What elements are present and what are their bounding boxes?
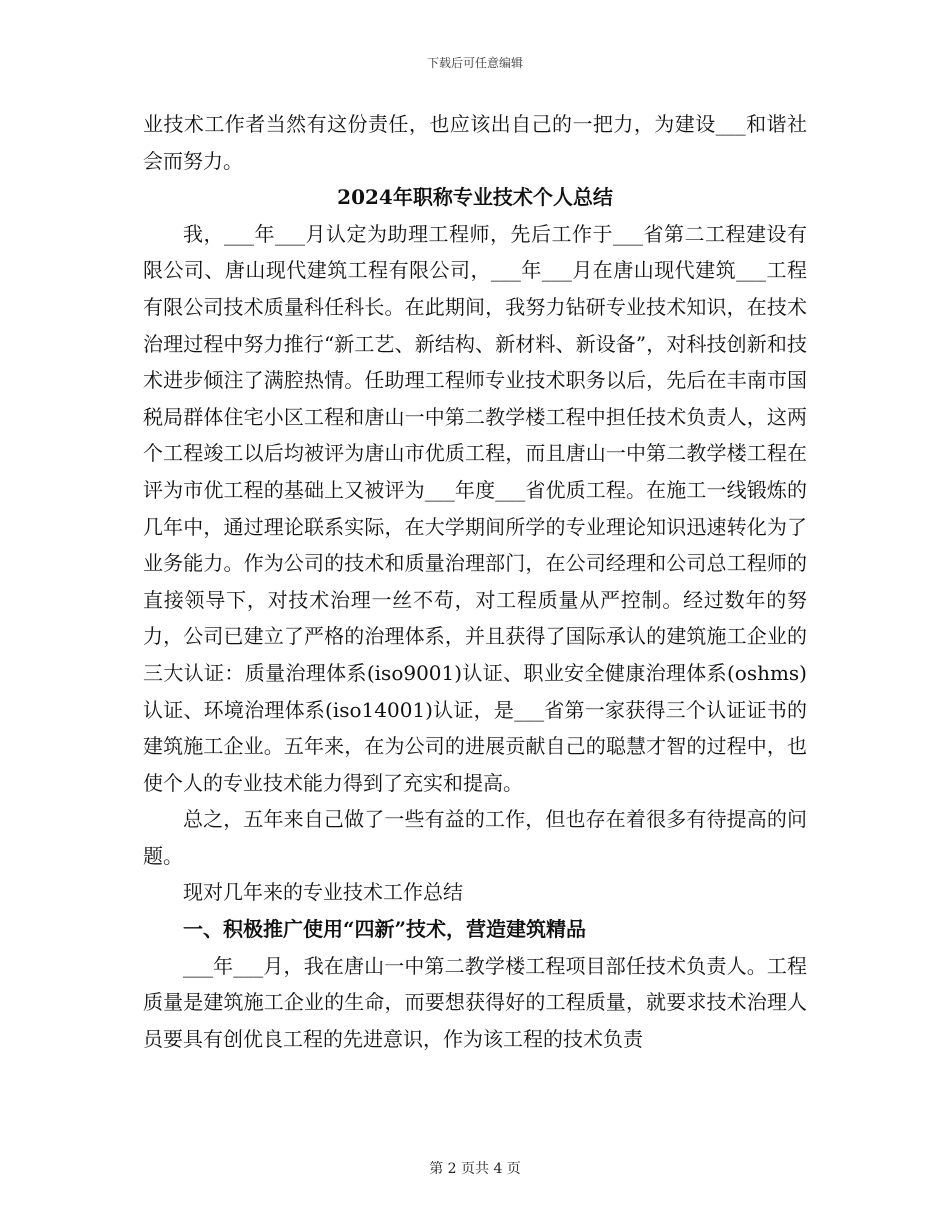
section-heading-1: 一、积极推广使用“四新”技术，营造建筑精品 xyxy=(183,917,587,942)
page-footer: 第 2 页共 4 页 xyxy=(429,1161,521,1177)
document-title: 2024年职称专业技术个人总结 xyxy=(337,185,613,210)
continuation-paragraph: 业技术工作者当然有这份责任，也应该出自己的一把力，为建设___和谐社会而努力。 xyxy=(143,112,807,173)
page-header: 下载后可任意编辑 xyxy=(426,56,523,70)
document-body xyxy=(143,106,807,1057)
paragraph-2: 总之，五年来自己做了一些有益的工作，但也存在着很多有待提高的问题。 xyxy=(143,807,807,868)
paragraph-3: 现对几年来的专业技术工作总结 xyxy=(183,880,463,905)
paragraph-1: 我，___年___月认定为助理工程师，先后工作于___省第二工程建设有限公司、唐山现代建筑工程有限公司，___年___月在唐山现代建筑___工程有限公司技术质量科任科长。在此期间，我努力钻研专业技术知识，在技术治理过程中努力推行“新工艺、新结构、新材料、新设备”，对科技创新和技术进步倾注了满腔热情。任助理工程师专业技术职务以后，先后在丰南市国税局群体住宅小区工程和唐山一中第二教学楼工程中担任技术负责人，这两个工程竣工以后均被评为唐山市优质工程，而且唐山一中第二教学楼工程在评为市优工程的基础上又被评为___年度___省优质工程。在施工一线锻炼的几年中，通过理论联系实际，在大学期间所学的专业理论知识迅速转化为了业务能力。作为公司的技术和质量治理部门，在公司经理和公司总工程师的直接领导下，对技术治理一丝不苟，对工程质量从严控制。经过数年的努力，公司已建立了严格的治理体系，并且获得了国际承认的建筑施工企业的三大认证：质量治理体系(iso9001)认证、职业安全健康治理体系(oshms)认证、环境治理体系(iso14001)认证，是___省第一家获得三个认证证书的建筑施工企业。五年来，在为公司的进展贡献自己的聪慧才智的过程中，也使个人的专业技术能力得到了充实和提高。 xyxy=(143,221,807,795)
paragraph-4: ___年___月，我在唐山一中第二教学楼工程项目部任技术负责人。工程质量是建筑施工企业的生命，而要想获得好的工程质量，就要求技术治理人员要具有创优良工程的先进意识，作为该工程的技术负责 xyxy=(143,953,807,1051)
